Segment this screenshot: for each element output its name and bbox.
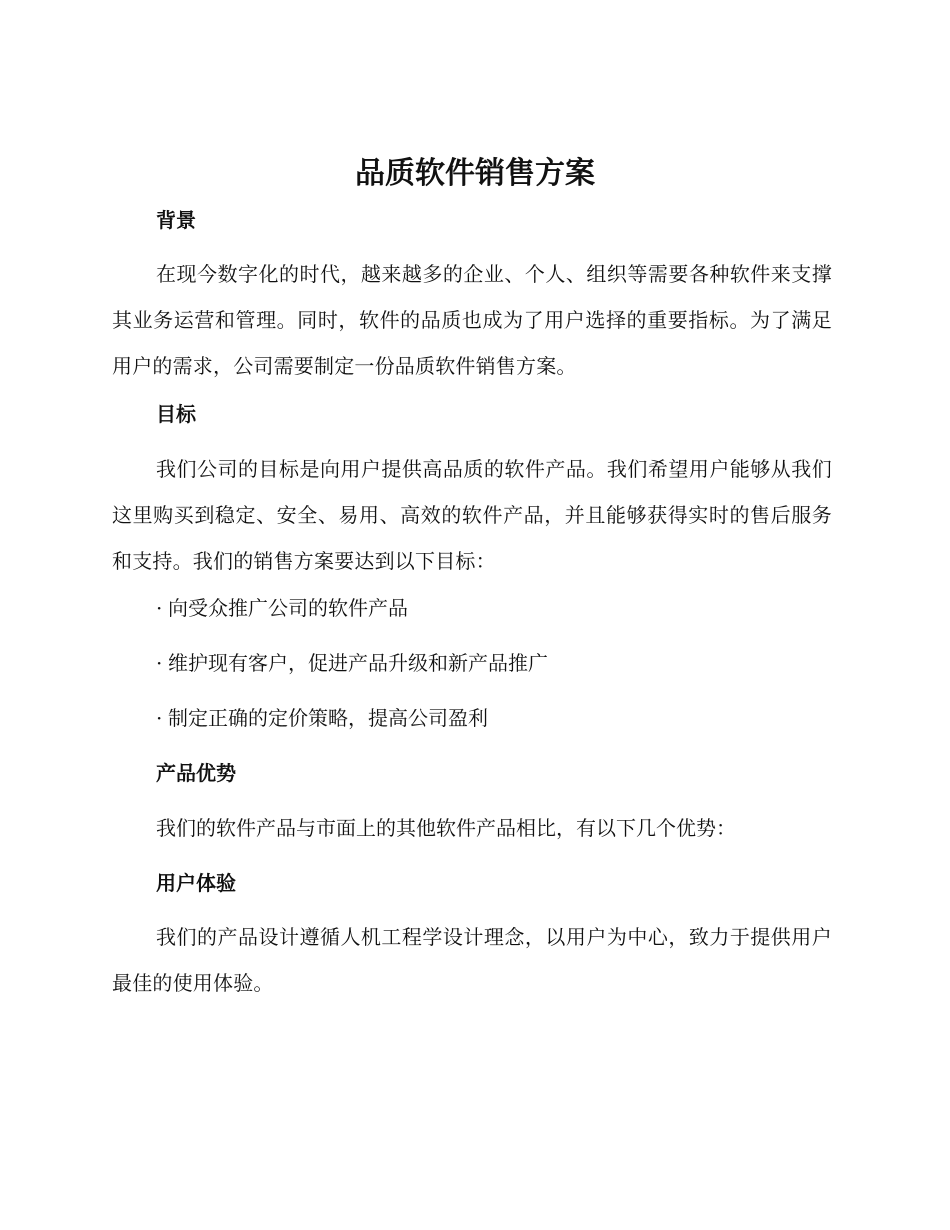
list-item-text: 制定正确的定价策略，提高公司盈利 [168,706,488,730]
list-item-text: 向受众推广公司的软件产品 [168,596,408,620]
section-body-goals: 我们公司的目标是向用户提供高品质的软件产品。我们希望用户能够从我们这里购买到稳定、安全、易用、高效的软件产品，并且能够获得实时的售后服务和支持。我们的销售方案要达到以下目标： [112,457,832,573]
section-heading-user-experience: 用户体验 [156,871,236,895]
section-heading-goals: 目标 [156,402,196,426]
list-item [156,648,548,678]
section-body-user-experience: 我们的产品设计遵循人机工程学设计理念，以用户为中心，致力于提供用户最佳的使用体验。 [112,925,832,995]
section-body-background: 在现今数字化的时代，越来越多的企业、个人、组织等需要各种软件来支撑其业务运营和管理。同时，软件的品质也成为了用户选择的重要指标。为了满足用户的需求，公司需要制定一份品质软件销售方案。 [112,262,832,378]
section-body-advantages: 我们的软件产品与市面上的其他软件产品相比，有以下几个优势： [156,816,736,840]
list-item [156,703,488,733]
list-item-text: 维护现有客户，促进产品升级和新产品推广 [168,651,548,675]
bullet-marker: · [156,706,163,730]
section-heading-background: 背景 [156,208,196,232]
bullet-marker: · [156,651,163,675]
bullet-marker: · [156,596,163,620]
list-item [156,593,408,623]
section-heading-advantages: 产品优势 [156,761,236,785]
document-title: 品质软件销售方案 [355,156,595,191]
